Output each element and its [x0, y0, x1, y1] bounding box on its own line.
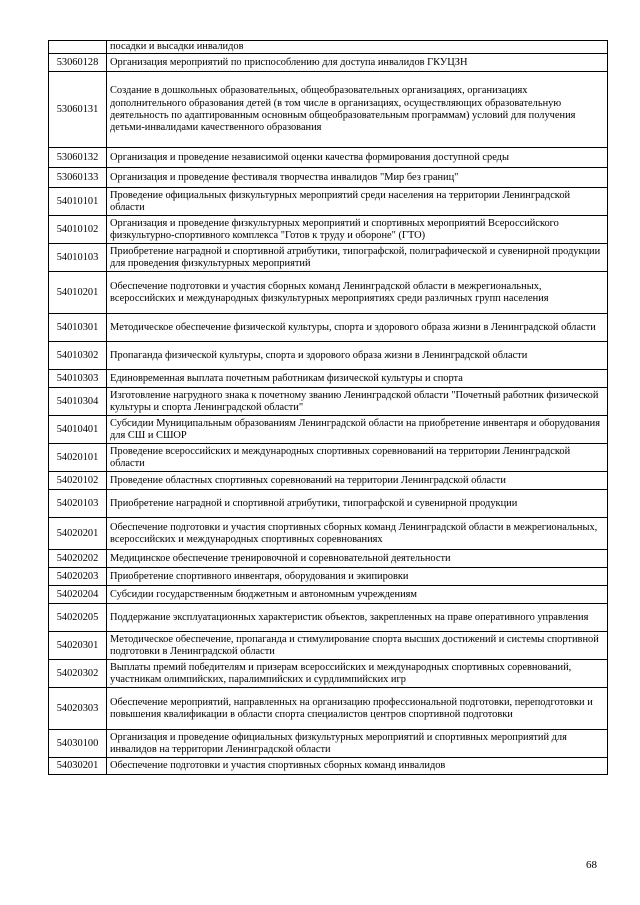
- row-description: Организация и проведение официальных физкультурных мероприятий и спортивных мероприятий для инвалидов на территории Ленинградской области: [107, 730, 608, 758]
- row-code: 54020103: [49, 490, 107, 518]
- row-description: Изготовление нагрудного знака к почетному званию Ленинградской области "Почетный работник физической культуры и спорта Ленинградской области": [107, 388, 608, 416]
- row-description: Создание в дошкольных образовательных, общеобразовательных организациях, организациях дополнительного образования детей (в том числе в организациях, осуществляющих образовательную деятельность по адаптированным основным общеобразовательным программам) условий для получения детьми-инвалидами качественного образования: [107, 72, 608, 148]
- table-row: [49, 370, 608, 388]
- table-row: [49, 444, 608, 472]
- table-body: [49, 41, 608, 775]
- row-code: 54020101: [49, 444, 107, 472]
- page-number: 68: [586, 859, 597, 871]
- row-code: [49, 41, 107, 54]
- row-code: 54020102: [49, 472, 107, 490]
- row-description: Субсидии Муниципальным образованиям Ленинградской области на приобретение инвентаря и оборудования для СШ и СШОР: [107, 416, 608, 444]
- row-description: Единовременная выплата почетным работникам физической культуры и спорта: [107, 370, 608, 388]
- row-description: Проведение официальных физкультурных мероприятий среди населения на территории Ленинградской области: [107, 188, 608, 216]
- row-description: Проведение областных спортивных соревнований на территории Ленинградской области: [107, 472, 608, 490]
- row-code: 53060133: [49, 168, 107, 188]
- table-row: [49, 660, 608, 688]
- row-code: 54010304: [49, 388, 107, 416]
- row-description: Пропаганда физической культуры, спорта и здорового образа жизни в Ленинградской области: [107, 342, 608, 370]
- row-description: Приобретение спортивного инвентаря, оборудования и экипировки: [107, 568, 608, 586]
- row-description: Методическое обеспечение, пропаганда и стимулирование спорта высших достижений и системы спортивной подготовки в Ленинградской области: [107, 632, 608, 660]
- row-code: 54030100: [49, 730, 107, 758]
- table-row: [49, 632, 608, 660]
- table-row: [49, 72, 608, 148]
- row-code: 54010303: [49, 370, 107, 388]
- table-row: [49, 388, 608, 416]
- row-code: 54020202: [49, 550, 107, 568]
- row-code: 54010101: [49, 188, 107, 216]
- row-code: 54010102: [49, 216, 107, 244]
- row-description: Проведение всероссийских и международных спортивных соревнований на территории Ленинградской области: [107, 444, 608, 472]
- row-code: 54020303: [49, 688, 107, 730]
- table-row: [49, 54, 608, 72]
- row-description: посадки и высадки инвалидов: [107, 41, 608, 54]
- row-description: Приобретение наградной и спортивной атрибутики, типографской, полиграфической и сувенирной продукции для проведения физкультурных мероприятий: [107, 244, 608, 272]
- row-description: Субсидии государственным бюджетным и автономным учреждениям: [107, 586, 608, 604]
- row-description: Приобретение наградной и спортивной атрибутики, типографской и сувенирной продукции: [107, 490, 608, 518]
- table-row: [49, 272, 608, 314]
- table-row: [49, 168, 608, 188]
- table-row: [49, 730, 608, 758]
- table-row: [49, 41, 608, 54]
- row-description: Выплаты премий победителям и призерам всероссийских и международных спортивных соревнований, участникам олимпийских, паралимпийских и сурдлимпийских игр: [107, 660, 608, 688]
- table-row: [49, 188, 608, 216]
- row-code: 54020301: [49, 632, 107, 660]
- row-code: 54020201: [49, 518, 107, 550]
- row-description: Организация и проведение независимой оценки качества формирования доступной среды: [107, 148, 608, 168]
- row-description: Организация и проведение физкультурных мероприятий и спортивных мероприятий Всероссийского физкультурно-спортивного комплекса "Готов к труду и обороне" (ГТО): [107, 216, 608, 244]
- table-row: [49, 342, 608, 370]
- row-code: 54020204: [49, 586, 107, 604]
- row-description: Медицинское обеспечение тренировочной и соревновательной деятельности: [107, 550, 608, 568]
- table-row: [49, 518, 608, 550]
- table-row: [49, 568, 608, 586]
- table-row: [49, 604, 608, 632]
- row-description: Обеспечение подготовки и участия сборных команд Ленинградской области в межрегиональных, всероссийских и международных физкультурных мероприятиях среди различных групп населения: [107, 272, 608, 314]
- table-row: [49, 148, 608, 168]
- table-row: [49, 550, 608, 568]
- row-code: 54020203: [49, 568, 107, 586]
- row-description: Обеспечение подготовки и участия спортивных сборных команд инвалидов: [107, 758, 608, 775]
- row-code: 54020205: [49, 604, 107, 632]
- row-code: 54010103: [49, 244, 107, 272]
- table-row: [49, 216, 608, 244]
- row-description: Организация и проведение фестиваля творчества инвалидов "Мир без границ": [107, 168, 608, 188]
- row-code: 53060131: [49, 72, 107, 148]
- row-description: Организация мероприятий по приспособлению для доступа инвалидов ГКУЦЗН: [107, 54, 608, 72]
- table-row: [49, 490, 608, 518]
- table-row: [49, 244, 608, 272]
- row-code: 54010301: [49, 314, 107, 342]
- row-code: 53060132: [49, 148, 107, 168]
- table-row: [49, 472, 608, 490]
- table-row: [49, 586, 608, 604]
- table-row: [49, 758, 608, 775]
- table-row: [49, 416, 608, 444]
- budget-code-table: [48, 40, 608, 775]
- row-code: 54010302: [49, 342, 107, 370]
- row-code: 54010401: [49, 416, 107, 444]
- row-description: Методическое обеспечение физической культуры, спорта и здорового образа жизни в Ленинградской области: [107, 314, 608, 342]
- row-description: Обеспечение подготовки и участия спортивных сборных команд Ленинградской области в межрегиональных, всероссийских и международных спортивных соревнованиях: [107, 518, 608, 550]
- table-row: [49, 314, 608, 342]
- row-description: Обеспечение мероприятий, направленных на организацию профессиональной подготовки, переподготовки и повышения квалификации в области спорта специалистов центров спортивной подготовки: [107, 688, 608, 730]
- row-description: Поддержание эксплуатационных характеристик объектов, закрепленных на праве оперативного управления: [107, 604, 608, 632]
- row-code: 54030201: [49, 758, 107, 775]
- row-code: 54020302: [49, 660, 107, 688]
- table-row: [49, 688, 608, 730]
- row-code: 54010201: [49, 272, 107, 314]
- row-code: 53060128: [49, 54, 107, 72]
